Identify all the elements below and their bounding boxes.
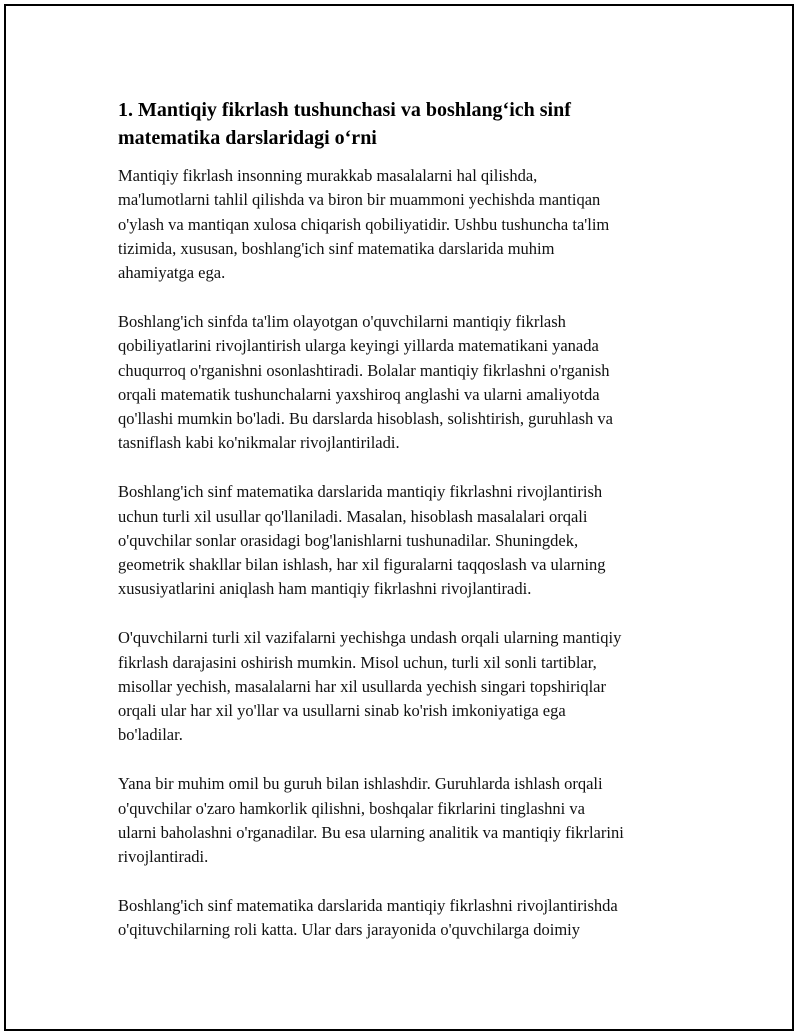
- text-line: misollar yechish, masalalarni har xil usullarda yechish singari topshiriqlar: [118, 676, 606, 696]
- text-line: o'qituvchilarning roli katta. Ular dars jarayonida o'quvchilarga doimiy: [118, 920, 581, 940]
- text-line: uchun turli xil usullar qo'llaniladi. Masalan, hisoblash masalalari orqali: [118, 506, 588, 526]
- text-line: chuqurroq o'rganishni osonlashtiradi. Bolalar mantiqiy fikrlashni o'rganish: [118, 360, 610, 380]
- paragraph-primary-school: [118, 310, 698, 456]
- text-line: ahamiyatga ega.: [118, 263, 226, 283]
- text-line: orqali ular har xil yo'llar va usullarni sinab ko'rish imkoniyatiga ega: [118, 701, 566, 721]
- text-line: Mantiqiy fikrlash insonning murakkab masalalarni hal qilishda,: [118, 166, 538, 185]
- paragraph-group-work: [118, 772, 698, 869]
- paragraph-definition: [118, 164, 698, 285]
- text-line: o'quvchilar sonlar orasidagi bog'lanishlarni tushunadilar. Shuningdek,: [118, 530, 579, 550]
- text-line: Boshlang'ich sinf matematika darslarida mantiqiy fikrlashni rivojlantirish: [118, 482, 603, 502]
- paragraph-tasks: [118, 626, 698, 747]
- text-line: tasniflash kabi ko'nikmalar rivojlantiriladi.: [118, 433, 400, 453]
- text-line: Yana bir muhim omil bu guruh bilan ishlashdir. Guruhlarda ishlash orqali: [118, 774, 603, 794]
- document-body: [118, 96, 698, 943]
- text-line: ularni baholashni o'rganadilar. Bu esa ularning analitik va mantiqiy fikrlarini: [118, 822, 624, 842]
- text-line: rivojlantiradi.: [118, 847, 209, 867]
- paragraph-methods: [118, 480, 698, 601]
- text-line: Boshlang'ich sinfda ta'lim olayotgan o'quvchilarni mantiqiy fikrlash: [118, 311, 566, 331]
- text-line: tizimida, xususan, boshlang'ich sinf matematika darslarida muhim: [118, 238, 555, 258]
- text-line: qobiliyatlarini rivojlantirish ularga keyingi yillarda matematikani yanada: [118, 336, 599, 356]
- text-line: bo'ladilar.: [118, 725, 183, 745]
- text-line: O'quvchilarni turli xil vazifalarni yechishga undash orqali ularning mantiqiy: [118, 628, 622, 648]
- section-heading: [118, 96, 698, 152]
- text-line: Boshlang'ich sinf matematika darslarida mantiqiy fikrlashni rivojlantirishda: [118, 895, 618, 915]
- text-line: qo'llashi mumkin bo'ladi. Bu darslarda hisoblash, solishtirish, guruhlash va: [118, 409, 613, 429]
- text-line: xususiyatlarini aniqlash ham mantiqiy fikrlashni rivojlantiradi.: [118, 579, 532, 599]
- text-line: ma'lumotlarni tahlil qilishda va biron bir muammoni yechishda mantiqan: [118, 190, 601, 210]
- text-line: fikrlash darajasini oshirish mumkin. Misol uchun, turli xil sonli tartiblar,: [118, 652, 597, 672]
- heading-line: 1. Mantiqiy fikrlash tushunchasi va boshlang‘ich sinf: [118, 99, 571, 121]
- heading-line: matematika darslaridagi o‘rni: [118, 127, 377, 149]
- text-line: o'quvchilar o'zaro hamkorlik qilishni, boshqalar fikrlarini tinglashni va: [118, 798, 585, 818]
- text-line: o'ylash va mantiqan xulosa chiqarish qobiliyatidir. Ushbu tushuncha ta'lim: [118, 214, 610, 234]
- paragraph-teacher-role: [118, 894, 698, 943]
- text-line: orqali matematik tushunchalarni yaxshiroq anglashi va ularni amaliyotda: [118, 384, 600, 404]
- text-line: geometrik shakllar bilan ishlash, har xil figuralarni taqqoslash va ularning: [118, 555, 606, 575]
